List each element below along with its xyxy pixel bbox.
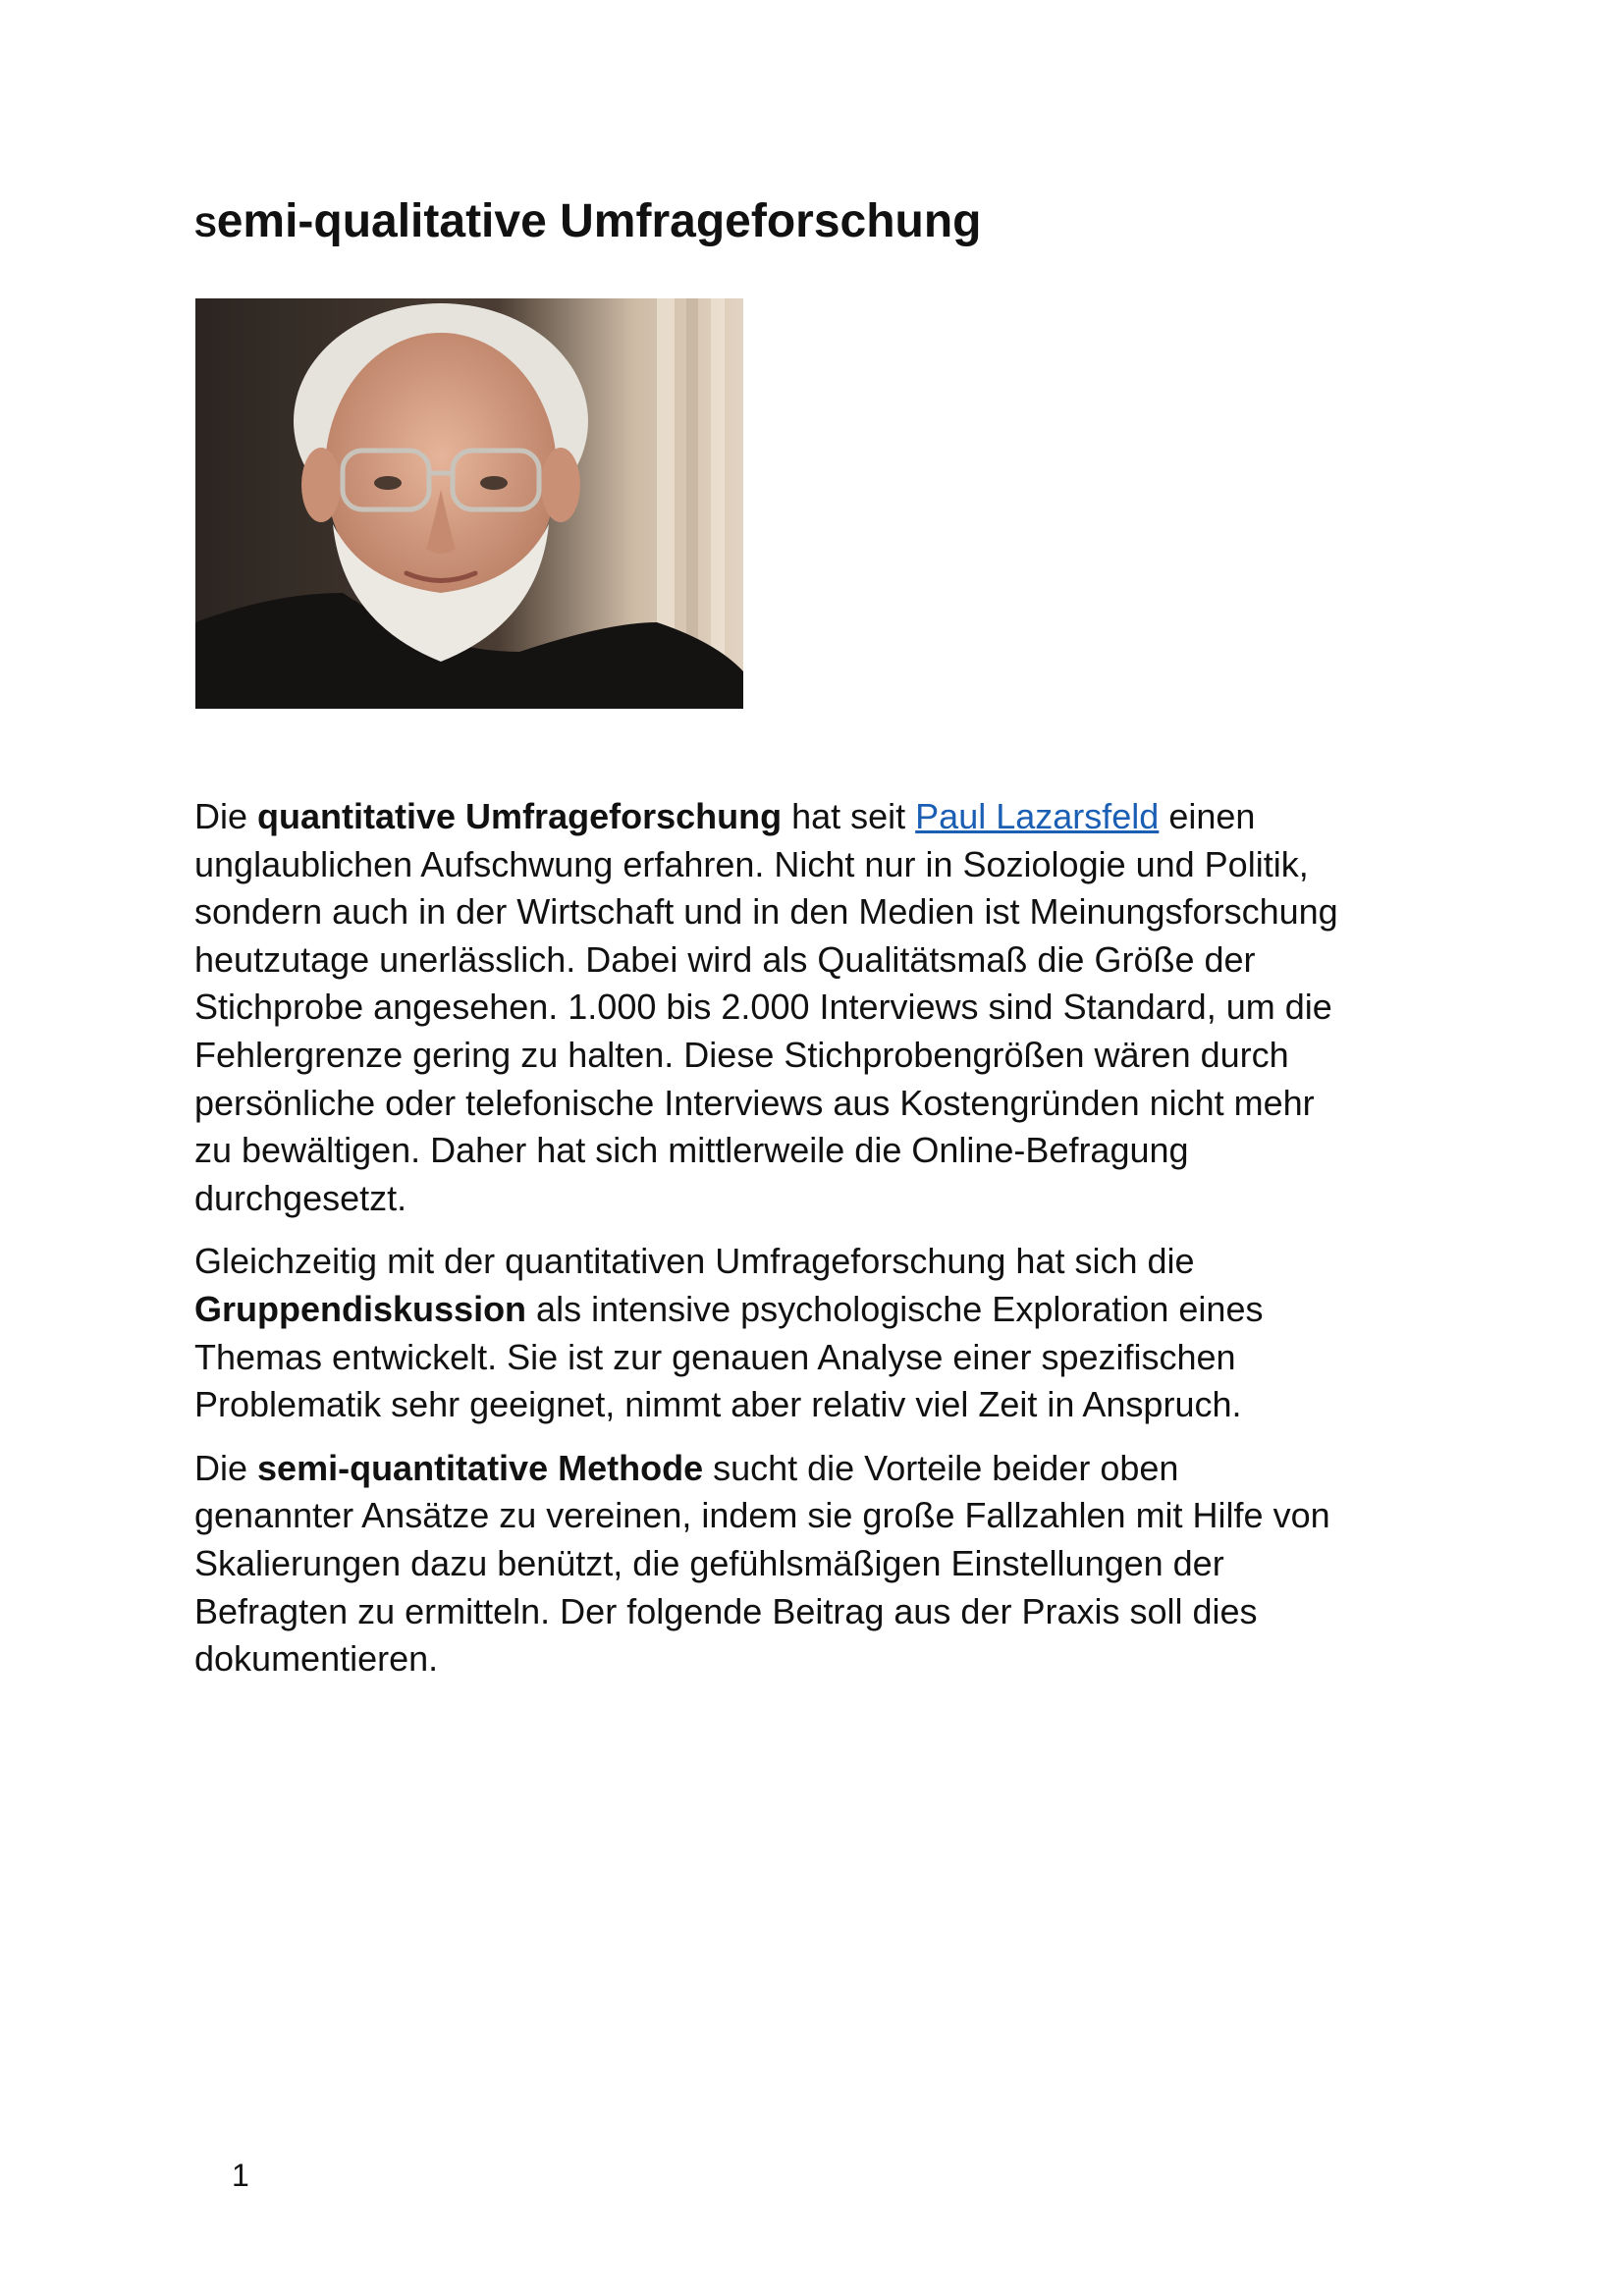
text-line (194, 841, 1471, 889)
text-run: unglaublichen Aufschwung erfahren. Nicht nur in Soziologie und Politik, (194, 843, 1309, 884)
bold-term: quantitative Umfrageforschung (257, 796, 783, 836)
text-line (194, 1175, 1471, 1223)
portrait-illustration (195, 298, 743, 709)
text-run: sucht die Vorteile beider oben (703, 1447, 1179, 1488)
text-line (194, 1492, 1471, 1540)
text-run: Skalierungen dazu benützt, die gefühlsmäßigen Einstellungen der (194, 1542, 1224, 1583)
text-run: Stichprobe angesehen. 1.000 bis 2.000 Interviews sind Standard, um die (194, 987, 1332, 1028)
body-text (194, 793, 1471, 1699)
text-run: Befragten zu ermitteln. Der folgende Beitrag aus der Praxis soll dies (194, 1590, 1258, 1631)
text-line (194, 1238, 1471, 1286)
text-run: hat seit (782, 796, 916, 836)
text-run: sondern auch in der Wirtschaft und in den Medien ist Meinungsforschung (194, 891, 1338, 933)
text-run: dokumentieren. (194, 1638, 439, 1680)
bold-term: Gruppendiskussion (194, 1288, 527, 1329)
paragraph (194, 793, 1471, 1222)
page-title (194, 190, 982, 257)
text-line (194, 984, 1471, 1032)
title-text: emi-qualitative Umfrageforschung (216, 195, 982, 247)
paragraph (194, 1238, 1471, 1428)
text-run: Die (194, 1447, 258, 1488)
text-run: durchgesetzt. (194, 1177, 407, 1218)
text-run: einen (1159, 796, 1256, 836)
text-run: persönliche oder telefonische Interviews aus Kostengründen nicht mehr (194, 1082, 1315, 1123)
text-line (194, 793, 1471, 841)
text-run: Problematik sehr geeignet, nimmt aber relativ viel Zeit in Anspruch. (194, 1384, 1242, 1425)
text-line (194, 1540, 1471, 1588)
bold-term: semi-quantitative Methode (257, 1447, 704, 1488)
text-line (194, 1080, 1471, 1128)
portrait-photo (195, 298, 743, 709)
paragraph (194, 1445, 1471, 1683)
text-line (194, 1286, 1471, 1334)
text-run: Fehlergrenze gering zu halten. Diese Stichprobengrößen wären durch (194, 1034, 1289, 1075)
author-link[interactable]: Paul Lazarsfeld (915, 796, 1160, 836)
text-run: Die (194, 796, 258, 836)
text-line (194, 1588, 1471, 1636)
text-run: zu bewältigen. Daher hat sich mittlerweile die Online-Befragung (194, 1130, 1189, 1171)
text-run: heutzutage unerlässlich. Dabei wird als Qualitätsmaß die Größe der (194, 938, 1256, 980)
text-line (194, 936, 1471, 985)
text-line (194, 1334, 1471, 1382)
title-first-letter: S (194, 207, 217, 244)
text-run: Themas entwickelt. Sie ist zur genauen Analyse einer spezifischen (194, 1336, 1236, 1377)
text-run: genannter Ansätze zu vereinen, indem sie große Fallzahlen mit Hilfe von (194, 1495, 1330, 1536)
text-line (194, 1381, 1471, 1429)
text-line (194, 888, 1471, 936)
text-line (194, 1127, 1471, 1175)
text-line (194, 1032, 1471, 1080)
text-run: als intensive psychologische Exploration eines (526, 1288, 1264, 1329)
text-run: Gleichzeitig mit der quantitativen Umfrageforschung hat sich die (194, 1241, 1195, 1282)
text-line (194, 1635, 1471, 1683)
page-number: 1 (232, 2158, 249, 2193)
text-line (194, 1445, 1471, 1493)
